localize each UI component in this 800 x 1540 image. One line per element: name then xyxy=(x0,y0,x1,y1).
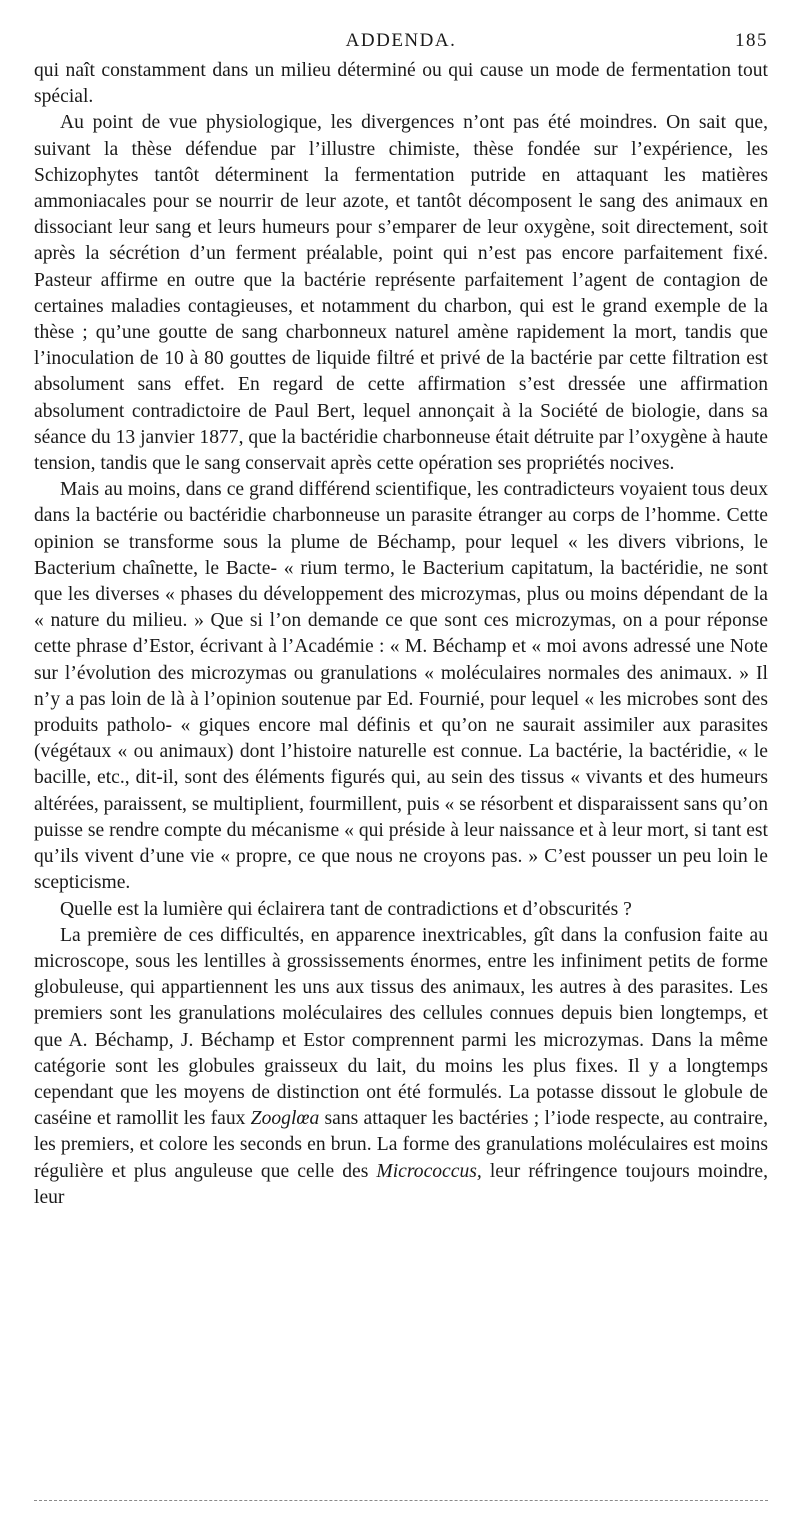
running-head xyxy=(34,30,768,58)
paragraph-4: Quelle est la lumière qui éclairera tant de contradictions et d’obscurités ? xyxy=(60,898,632,920)
running-title: ADDENDA. xyxy=(345,30,457,51)
paragraph-5-part-2: sans attaquer les bactéries ; l’iode respecte, au contraire, les premiers, et colore les seconds en brun. La forme des granulations moléculaires est moins régulière et plus anguleuse que celle des xyxy=(34,1108,768,1182)
paragraph-5 xyxy=(34,923,768,1211)
body-text xyxy=(34,58,768,1211)
micrococcus-term: Micrococcus, xyxy=(376,1160,482,1182)
paragraph-5-part-3: leur réfringence toujours moindre, leur xyxy=(34,1160,768,1208)
paragraph-1: qui naît constamment dans un milieu déterminé ou qui cause un mode de fermentation tout spécial. xyxy=(34,60,768,108)
paragraph-3: Mais au moins, dans ce grand différend scientifique, les contradicteurs voyaient tous deux dans la bactérie ou bactéridie charbonneuse un parasite étranger au corps de l’homme. Cette opinion se transforme sous la plume de Béchamp, pour lequel « les divers vibrions, le Bacterium chaînette, le Bacte- « rium termo, le Bacterium capitatum, la bactéridie, ne sont que les diverses « phases du développement des microzymas, plus ou moins dépendant de la « nature du milieu. » Que si l’on demande ce que sont ces microzymas, on a pour réponse cette phrase d’Estor, écrivant à l’Académie : « M. Béchamp et « moi avons adressé une Note sur l’évolution des microzymas ou granulations « moléculaires normales des animaux. » Il n’y a pas loin de là à l’opinion soutenue par Ed. Fournié, pour lequel « les microbes sont des produits patholo- « giques encore mal définis et qu’on ne saurait assimiler aux parasites (végétaux « ou animaux) dont l’histoire naturelle est connue. La bactérie, la bactéridie, « le bacille, etc., dit-il, sont des éléments figurés qui, au sein des tissus « vivants et des humeurs altérées, paraissent, se multiplient, fourmillent, puis « se résorbent et disparaissent sans qu’on puisse se rendre compte du mécanisme « qui préside à leur naissance et à leur mort, si tant est qu’ils vivent d’une vie « propre, ce que nous ne croyons pas. » C’est pousser un peu loin le scepticisme. xyxy=(34,479,768,894)
paragraph-5-part-1: La première de ces difficultés, en apparence inextricables, gît dans la confusion faite au microscope, sous les lentilles à grossissements énormes, entre les infiniment petits de forme globuleuse, qui appartiennent les uns aux tissus des animaux, les autres à des parasites. Les premiers sont les granulations moléculaires des cellules connues depuis bien longtemps, et que A. Béchamp, J. Béchamp et Estor comprennent parmi les microzymas. Dans la même catégorie sont les globules graisseux du lait, du moins les plus fixes. Il y a longtemps cependant que les moyens de distinction ont été formulés. La potasse dissout le globule de caséine et ramollit les faux xyxy=(34,924,768,1130)
bottom-rule xyxy=(34,1500,768,1501)
page-number: 185 xyxy=(735,30,768,51)
page xyxy=(34,30,768,1211)
paragraph-2: Au point de vue physiologique, les divergences n’ont pas été moindres. On sait que, suivant la thèse défendue par l’illustre chimiste, thèse fondée sur l’expérience, les Schizophytes tantôt déterminent la fermentation putride en attaquant les matières ammoniacales pour se nourrir de leur azote, et tantôt décomposent le sang des animaux en dissociant leur sang et leurs humeurs pour s’emparer de leur oxygène, soit directement, soit après la sécrétion d’un ferment préalable, point qui n’est pas encore parfaitement fixé. Pasteur affirme en outre que la bactérie représente parfaitement l’agent de contagion de certaines maladies contagieuses, et notamment du charbon, qui est le grand exemple de la thèse ; qu’une goutte de sang charbonneux naturel amène rapidement la mort, tandis que l’inoculation de 10 à 80 gouttes de liquide filtré et privé de la bactérie par cette filtration est absolument sans effet. En regard de cette affirmation s’est dressée une affirmation absolument contradictoire de Paul Bert, lequel annonçait à la Société de biologie, dans sa séance du 13 janvier 1877, que la bactéridie charbonneuse était détruite par l’oxygène à haute tension, tandis que le sang conservait après cette opération ses propriétés nocives. xyxy=(34,112,768,475)
zooglaea-term: Zooglœa xyxy=(250,1108,320,1130)
